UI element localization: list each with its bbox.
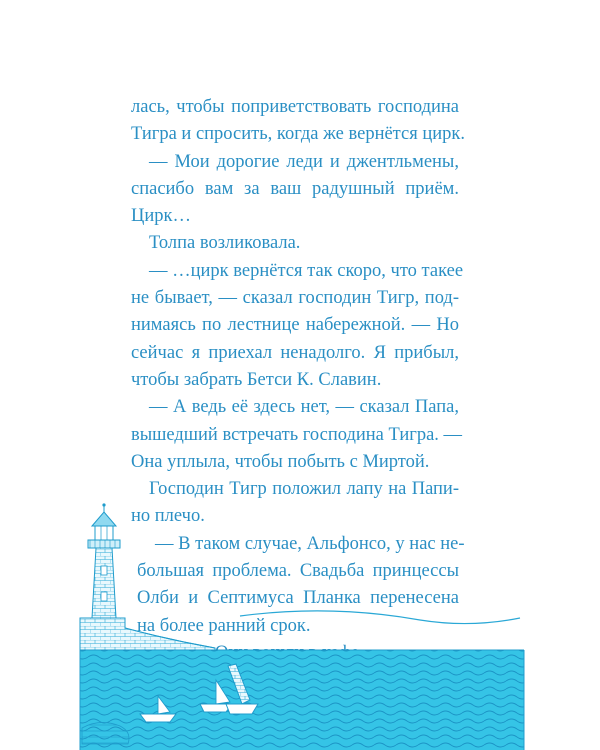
- text-line: на более ранний срок.: [137, 615, 311, 636]
- shoreline: [240, 611, 520, 624]
- text-line: — А ведь её здесь нет, — сказал Папа,: [149, 397, 459, 418]
- text-line: сейчас я приехал ненадолго. Я прибыл,: [131, 342, 459, 363]
- text-line: Тигра и спросить, когда же вернётся цирк.: [131, 124, 466, 145]
- text-line: спасибо вам за ваш радушный приём.: [131, 178, 459, 199]
- text-line: лась, чтобы поприветствовать господина: [131, 97, 459, 117]
- text-line: не бывает, — сказал господин Тигр, под-: [131, 288, 459, 309]
- text-line: Цирк…: [131, 206, 191, 227]
- text-line: вышедший встречать господина Тигра. —: [131, 424, 463, 445]
- text-line: Она уплыла, чтобы побыть с Миртой.: [131, 451, 430, 472]
- text-line: Олби и Септимуса Планка перенесена: [137, 588, 459, 609]
- text-line: — …цирк вернётся так скоро, что такее: [149, 260, 464, 281]
- text-line: большая проблема. Свадьба принцессы: [137, 561, 459, 582]
- text-line: нимаясь по лестнице набережной. — Но: [131, 315, 459, 336]
- text-line: — В таком случае, Альфонсо, у нас не-: [155, 533, 465, 554]
- text-line: чтобы забрать Бетси К. Славин.: [131, 369, 382, 390]
- lighthouse-icon: [88, 503, 120, 618]
- text-line: Толпа возликовала.: [149, 233, 301, 254]
- text-line: Господин Тигр положил лапу на Папи-: [149, 479, 459, 500]
- text-line: — Мои дорогие леди и джентльмены,: [149, 151, 459, 172]
- text-line: но плечо.: [131, 506, 205, 527]
- lighthouse-seascape-illustration: [0, 500, 600, 750]
